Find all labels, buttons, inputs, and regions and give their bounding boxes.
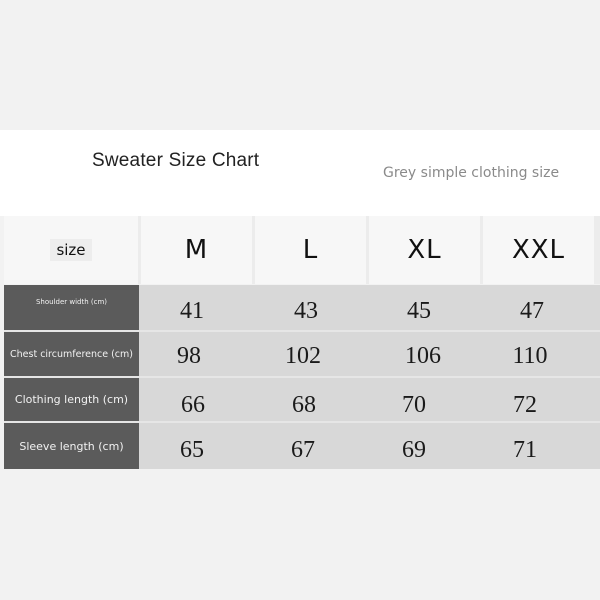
table-cell: 69 [402,437,426,463]
table-cell: 41 [180,298,204,324]
table-cell: 66 [181,392,205,418]
table-cell: 110 [512,343,548,369]
size-name: L [302,235,319,265]
size-header-l [255,216,366,284]
chart-subtitle: Grey simple clothing size [383,165,560,181]
table-cell: 67 [291,437,315,463]
table-cell: 102 [285,343,321,369]
size-name: M [184,235,209,265]
row-label-clothing-length: Clothing length (cm) [4,378,139,421]
table-cell: 72 [513,392,537,418]
size-header-xxl [483,216,594,284]
size-corner-cell [4,216,138,284]
table-cell: 68 [292,392,316,418]
table-cell: 65 [180,437,204,463]
size-name: XL [407,235,442,265]
size-corner-label: size [50,239,91,261]
size-header-xl [369,216,480,284]
size-name: XXL [511,235,566,265]
table-cell: 71 [513,437,537,463]
row-label-shoulder-width: Shoulder width (cm) [4,285,139,330]
table-cell: 98 [177,343,201,369]
table-cell: 47 [520,298,544,324]
table-cell: 43 [294,298,318,324]
row-label-sleeve-length: Sleeve length (cm) [4,423,139,469]
row-label-chest-circumference: Chest circumference (cm) [4,332,139,376]
chart-title: Sweater Size Chart [92,150,260,171]
table-cell: 70 [402,392,426,418]
table-cell: 45 [407,298,431,324]
size-header-m [141,216,252,284]
table-cell: 106 [405,343,441,369]
